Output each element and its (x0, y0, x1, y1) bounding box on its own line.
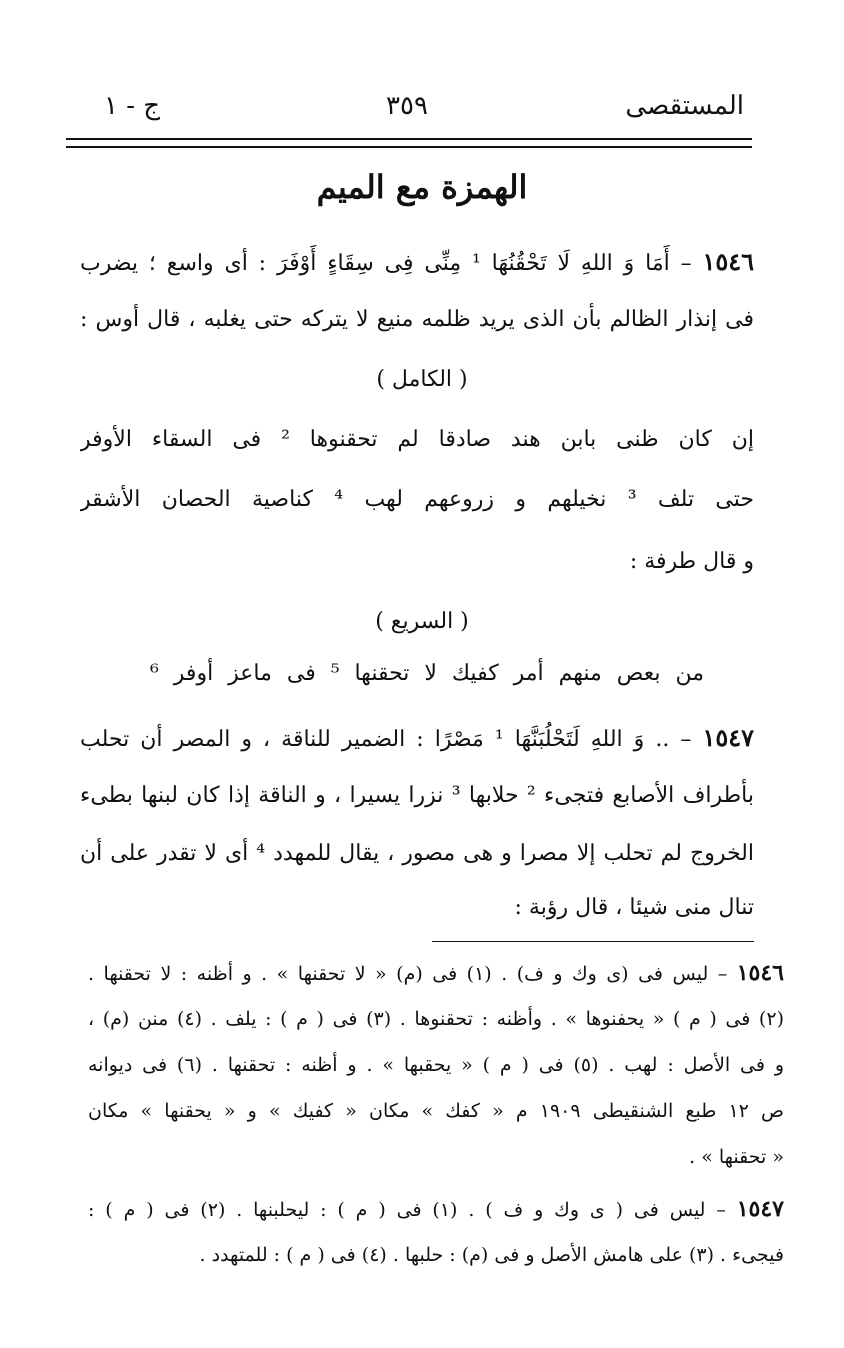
footnote-1546-line-1 (88, 954, 784, 993)
entry-1546-line-2: فى إنذار الظالم بأن الذى يريد ظلمه منيع لا يتركه حتى يغلبه ، قال أوس : (80, 307, 754, 332)
header-rule-top (66, 138, 752, 140)
meter-label-kamil: ( الكامل ) (376, 367, 468, 392)
entry-1547-line-4: تنال منى شيئا ، قال رؤبة : (514, 895, 754, 920)
entry-1547-line-2: بأطراف الأصابع فتجىء ² حلابها ³ نزرا يسيرا ، و الناقة إذا كان لبنها بطىء (80, 783, 754, 808)
footnote-1547-line-1-text: – ليس فى ( ى وك و ف ) . (١) فى ( م ) : ليحلبنها . (٢) فى ( م ) : (88, 1199, 726, 1221)
entry-1546-line-1-text: – أَمَا وَ اللهِ لَا تَحْقُنُهَا ¹ مِنِّى فِى سِقَاءٍ أَوْفَرَ : أى واسع ؛ يضرب (80, 251, 692, 276)
section-title: الهمزة مع الميم (316, 168, 528, 206)
entry-1547-line-1 (80, 716, 754, 762)
footnote-rule (432, 941, 754, 942)
book-title: المستقصى (625, 91, 744, 121)
footnote-1546-line-4: ص ١٢ طبع الشنقيطى ١٩٠٩ م « كفك » مكان « كفيك » و « يحقنها » مكان (88, 1100, 784, 1122)
entry-1547-line-3: الخروج لم تحلب إلا مصرا و هى مصور ، يقال للمهدد ⁴ أى لا تقدر على أن (80, 841, 754, 866)
entry-1547-line-1-text: – .. وَ اللهِ لَتَحْلُبَنَّهَا ¹ مَصْرًا : الضمير للناقة ، و المصر أن تحلب (80, 727, 692, 752)
footnote-number-1546: ١٥٤٦ (736, 960, 784, 986)
footnote-1547-line-1 (88, 1190, 784, 1229)
footnote-1546-line-2: (٢) فى ( م ) « يحفنوها » . وأظنه : تحقنوها . (٣) فى ( م ) : يلف . (٤) منن (م) ، (88, 1008, 784, 1030)
volume-label: ج - ١ (104, 91, 161, 121)
meter-label-sari: ( السريع ) (375, 609, 469, 634)
verse-3: من بعص منهم أمر كفيك لا تحقنها ⁵ فى ماعز أوفر ⁶ (150, 661, 704, 686)
entry-number-1546: ١٥٤٦ (702, 247, 754, 276)
page-number: ٣٥٩ (386, 91, 428, 121)
footnote-number-1547: ١٥٤٧ (736, 1196, 784, 1222)
footnote-1546-line-3: و فى الأصل : لهب . (٥) فى ( م ) « يحقبها » . و أظنه : تحقنها . (٦) فى ديوانه (88, 1054, 784, 1076)
footnote-1546-line-5: « تحقنها » . (689, 1146, 784, 1168)
verse-1: إن كان ظنى بابن هند صادقا لم تحقنوها ² فى السقاء الأوفر (80, 427, 754, 452)
entry-1546-line-1 (80, 240, 754, 286)
footnote-1547-line-2: فيجىء . (٣) على هامش الأصل و فى (م) : حلبها . (٤) فى ( م ) : للمتهدد . (199, 1244, 784, 1266)
entry-1546-line-3: و قال طرفة : (629, 549, 754, 574)
running-header (70, 86, 744, 126)
header-rule-bottom (66, 146, 752, 148)
footnote-1546-line-1-text: – ليس فى (ى وك و ف) . (١) فى (م) « لا تحقنها » . و أظنه : لا تحقنها . (88, 963, 728, 985)
verse-2: حتى تلف ³ نخيلهم و زروعهم لهب ⁴ كناصية الحصان الأشقر (80, 487, 754, 512)
entry-number-1547: ١٥٤٧ (702, 723, 754, 752)
